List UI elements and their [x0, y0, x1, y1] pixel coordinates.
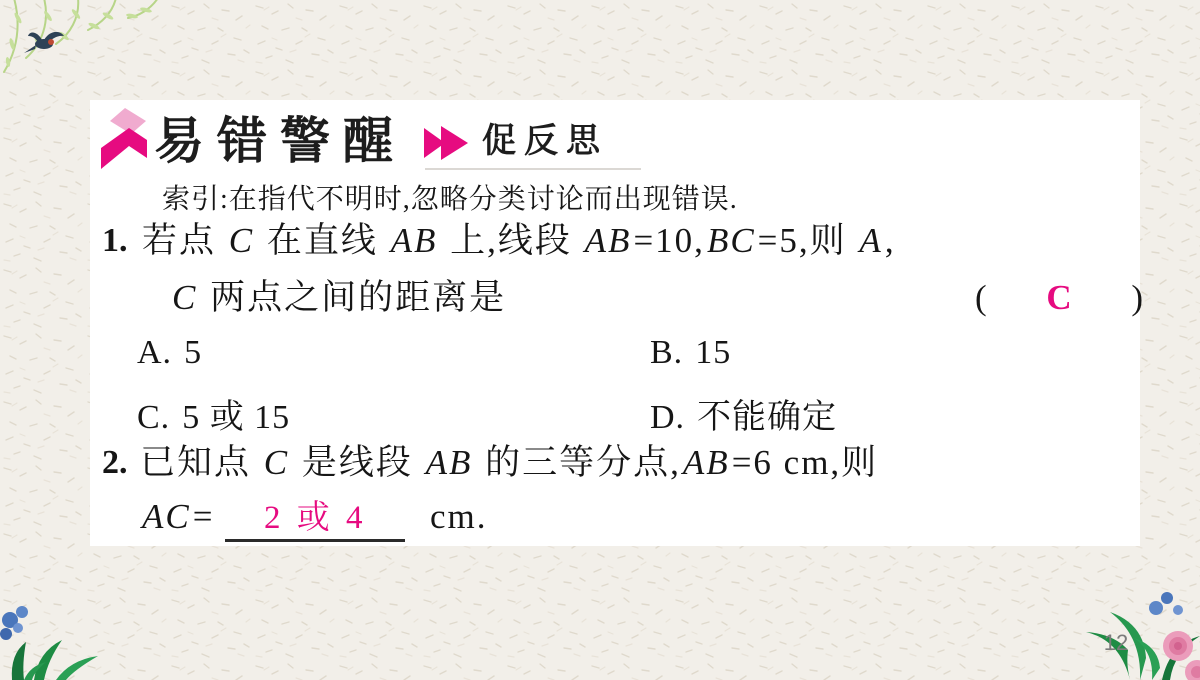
option-a [137, 334, 202, 372]
problem-2-line2-prefix: AC= [142, 497, 215, 536]
problem-2-blank-answer: 2 或 4 [225, 498, 405, 542]
fern-flowers-decoration-left [0, 588, 150, 680]
page-subtitle: 促反思 [482, 122, 608, 160]
page-number: 12 [1103, 630, 1129, 655]
bouquet-decoration-right [1070, 540, 1200, 680]
problem-1-line2: C 两点之间的距离是 [172, 278, 507, 317]
option-d [650, 389, 837, 438]
option-b-text: 15 [695, 334, 732, 371]
option-b [650, 334, 731, 372]
problem-2-line2 [140, 497, 488, 542]
problem-2-unit: cm. [429, 497, 488, 536]
answer-close-paren: ) [1131, 278, 1143, 317]
option-b-label: B. [650, 334, 684, 371]
willow-branches-decoration [0, 0, 210, 95]
option-a-text: 5 [184, 334, 203, 371]
option-c-text: 5 或 15 [182, 399, 291, 436]
double-right-arrow-icon [422, 125, 474, 161]
option-a-label: A. [137, 334, 173, 371]
problem-1-line1: 若点 C 在直线 AB 上,线段 AB=10,BC=5,则 A, [142, 221, 896, 260]
option-d-label: D. [650, 399, 686, 436]
pink-fold-ribbon-icon [98, 106, 156, 174]
answer-open-paren: ( [975, 278, 987, 317]
problem-1-answer: C [1046, 278, 1072, 317]
problem-1-number: 1. [102, 222, 128, 259]
page-title: 易错警醒 [154, 113, 406, 169]
problem-2-line1: 已知点 C 是线段 AB 的三等分点,AB=6 cm,则 [140, 443, 879, 482]
content-panel [90, 100, 1143, 546]
intro-text: 索引:在指代不明时,忽略分类讨论而出现错误. [162, 184, 738, 215]
header-underline [425, 168, 641, 170]
option-d-text: 不能确定 [697, 399, 838, 436]
problem-1-answer-bracket [975, 278, 1143, 318]
option-c [137, 389, 290, 438]
option-c-label: C. [137, 399, 171, 436]
problem-2-number: 2. [102, 444, 128, 481]
